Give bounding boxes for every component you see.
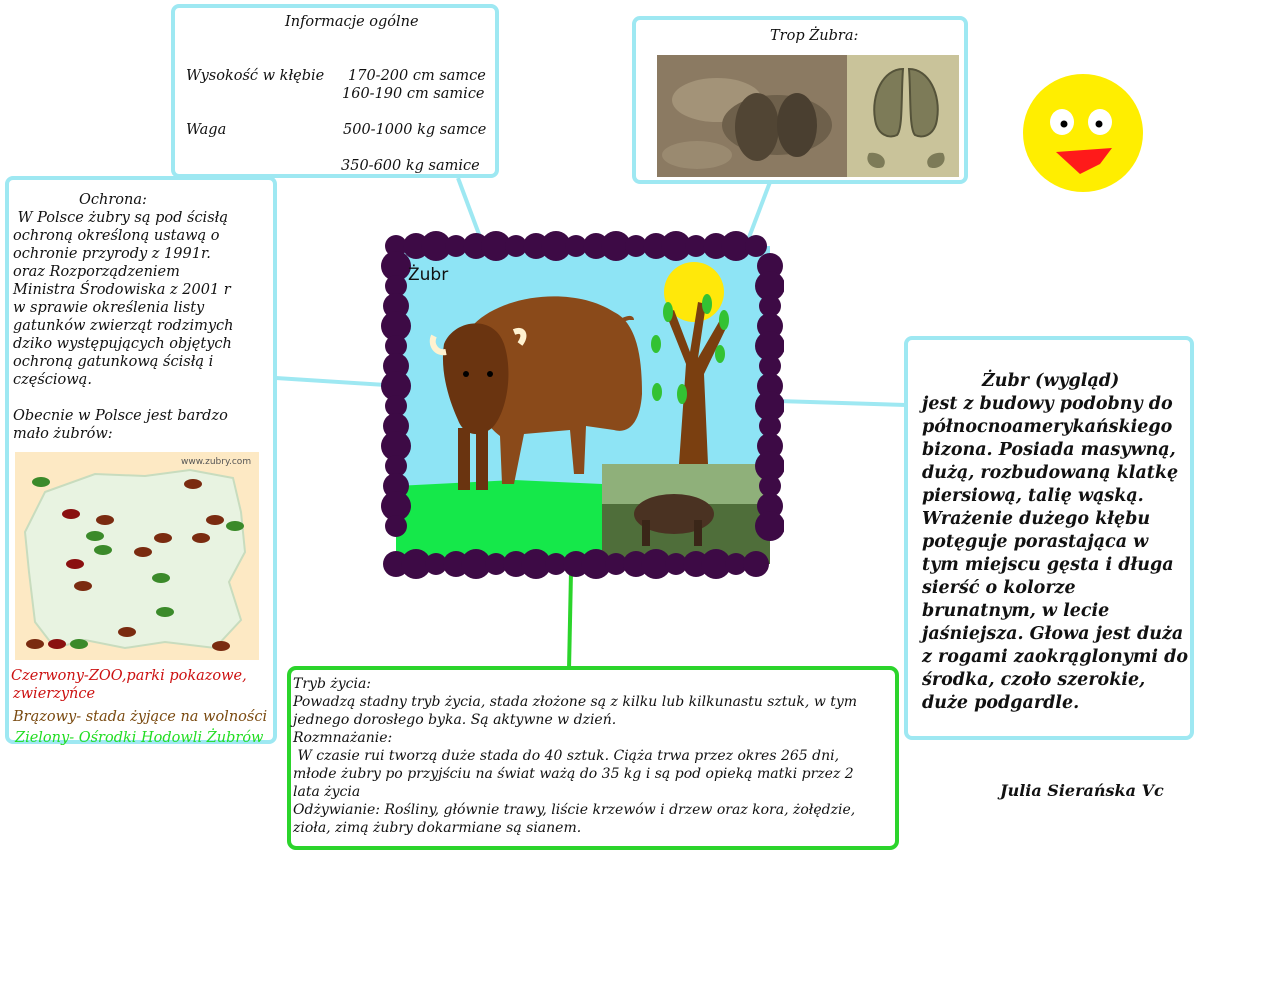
opis-title: Żubr (wygląd) (982, 371, 1120, 391)
picture-label: Żubr (408, 265, 449, 285)
ochrona-line: oraz Rozporządzeniem (13, 264, 180, 280)
smiley-head (1023, 74, 1143, 192)
ochrona-line: Ministra Środowiska z 2001 r (13, 282, 231, 298)
author-signature: Julia Sierańska Vc (1000, 781, 1164, 800)
tryb-line: Powadzą stadny tryb życia, stada złożone są z kilku lub kilkunastu sztuk, w tym (293, 694, 858, 710)
ochrona-line (13, 389, 234, 407)
opis-box (904, 336, 1194, 740)
footprint-images (657, 55, 959, 177)
ochrona-line: ochroną określoną ustawą o (13, 228, 220, 244)
ochrona-line: mało żubrów: (13, 426, 113, 442)
height-female: 160-190 cm samice (342, 86, 485, 102)
ochrona-line: Obecnie w Polsce jest bardzo (13, 408, 228, 424)
connector-opis (778, 401, 906, 405)
opis-line: sierść o kolorze (922, 578, 1076, 598)
tryb-line: Odżywianie: Rośliny, głównie trawy, liście krzewów i drzew oraz kora, żołędzie, (293, 802, 856, 818)
frame-bead (743, 551, 769, 577)
legend-red: Czerwony-ZOO,parki pokazowe, (11, 668, 247, 684)
connector-ochrona (276, 378, 385, 385)
frame-bead (385, 515, 407, 537)
weight-male: 500-1000 kg samce (343, 122, 487, 138)
opis-line: potęguje porastająca w (922, 532, 1149, 552)
opis-line: tym miejscu gęsta i długa (922, 555, 1174, 575)
ochrona-line: częściową. (13, 372, 92, 388)
tryb-line: zioła, zimą żubry dokarmiane są sianem. (293, 820, 582, 836)
weight-female: 350-600 kg samice (341, 158, 480, 174)
opis-line: Wrażenie dużego kłębu (922, 509, 1151, 529)
tryb-line: W czasie rui tworzą duże stada do 40 sztuk. Ciąża trwa przez okres 265 dni, (293, 748, 840, 764)
opis-line: bizona. Posiada masywną, (922, 440, 1176, 460)
ochrona-line: gatunków zwierząt rodzimych (13, 318, 234, 334)
legend-green: Zielony- Ośrodki Hodowli Żubrów (15, 730, 264, 746)
opis-line: północnoamerykańskiego (922, 417, 1173, 437)
height-label: Wysokość w kłębie (186, 68, 325, 84)
opis-line: dużą, rozbudowaną klatkę (922, 463, 1179, 483)
trop-title: Trop Żubra: (770, 28, 859, 44)
tryb-line: jednego dorosłego byka. Są aktywne w dzień. (293, 712, 617, 728)
connector-tryb (569, 572, 571, 670)
height-male: 170-200 cm samce (348, 68, 486, 84)
map-country (25, 470, 245, 648)
legend-brown: Brązowy- stada żyjące na wolności (13, 709, 268, 725)
ochrona-title: Ochrona: (79, 192, 147, 208)
opis-line: piersiową, talię wąską. (922, 486, 1144, 506)
tryb-line: lata życia (293, 784, 361, 800)
ochrona-box (5, 176, 277, 744)
ochrona-line: ochronie przyrody z 1991r. (13, 246, 211, 262)
ochrona-line: ochroną gatunkową ścisłą i (13, 354, 214, 370)
tryb-line: Tryb życia: (293, 676, 372, 692)
info-box (171, 4, 499, 178)
smiley-face (1020, 72, 1148, 196)
opis-line: środka, czoło szerokie, (922, 670, 1146, 690)
frame-bead (755, 511, 784, 541)
frame-bead (745, 235, 767, 257)
bison-picture (374, 224, 784, 580)
map-credit: www.zubry.com (181, 457, 252, 467)
info-title: Informacje ogólne (285, 14, 419, 30)
opis-line: brunatnym, w lecie (922, 601, 1110, 621)
tryb-line: młode żubry po przyjściu na świat ważą do 35 kg i są pod opieką matki przez 2 (293, 766, 854, 782)
tryb-line: Rozmnażanie: (293, 730, 393, 746)
trop-box (632, 16, 968, 184)
opis-line: duże podgardle. (922, 693, 1080, 713)
ochrona-line: w sprawie określenia listy (13, 300, 205, 316)
picture-grass (396, 480, 602, 564)
opis-line: jaśniejsza. Głowa jest duża (922, 624, 1184, 644)
opis-line: z rogami zaokrąglonymi do (922, 647, 1189, 667)
legend-red-cont: zwierzyńce (13, 686, 96, 702)
ochrona-text (13, 209, 234, 443)
poland-map (15, 452, 259, 660)
ochrona-line: dziko występujących objętych (13, 336, 232, 352)
weight-label: Waga (186, 122, 227, 138)
opis-line: jest z budowy podobny do (922, 394, 1173, 414)
ochrona-line: W Polsce żubry są pod ścisłą (13, 210, 228, 226)
tryb-box (287, 666, 899, 850)
